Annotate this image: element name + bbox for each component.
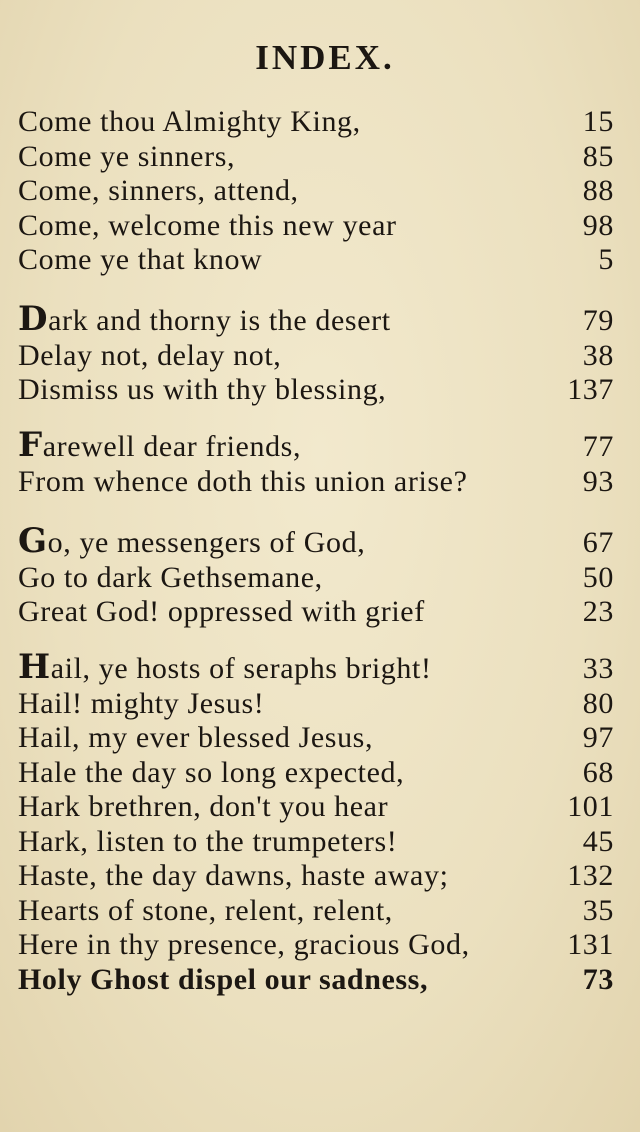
index-entry <box>18 371 614 406</box>
hymn-title <box>18 685 264 722</box>
page-number: 77 <box>582 430 614 463</box>
page-number: 137 <box>567 373 614 406</box>
drop-capital: G <box>18 524 48 561</box>
page-number: 38 <box>582 338 614 372</box>
hymn-title-text: Go to dark Gethsemane, <box>18 560 323 594</box>
index-entry <box>18 857 614 892</box>
index-group-d <box>18 302 614 406</box>
hymn-title <box>18 302 391 339</box>
hymn-title-text: Hail, my ever blessed Jesus, <box>18 721 374 754</box>
hymn-title-text: Hale the day so long expected, <box>18 755 405 789</box>
page-number: 80 <box>582 686 614 720</box>
index-group-c <box>18 103 614 276</box>
index-entry <box>18 754 614 789</box>
hymn-title-text: Dismiss us with thy blessing, <box>18 373 387 406</box>
hymn-title-text: From whence doth this union arise? <box>18 464 468 498</box>
page-number: 67 <box>582 526 614 559</box>
hymn-title <box>18 371 386 408</box>
index-entry <box>18 685 614 720</box>
hymn-title-text: Come, welcome this new year <box>18 208 397 242</box>
index-entry <box>18 559 614 594</box>
drop-capital: F <box>18 428 43 465</box>
page-number: 101 <box>567 790 614 823</box>
hymn-title-text: Holy Ghost dispel our sadness, <box>18 962 429 996</box>
page-title: INDEX. <box>255 38 395 77</box>
index-entry <box>18 463 614 498</box>
index-group-f <box>18 428 614 497</box>
hymn-title-text: Come ye that know <box>18 243 263 276</box>
hymn-title-text: Great God! oppressed with grief <box>18 595 425 628</box>
hymn-title-text: Here in thy presence, gracious God, <box>18 928 470 961</box>
hymn-title-text: Hark, listen to the trumpeters! <box>18 824 398 858</box>
hymn-title-text: Hearts of stone, relent, relent, <box>18 893 393 927</box>
index-group-g <box>18 524 614 628</box>
index-entry <box>18 961 614 996</box>
index-entry <box>18 428 614 463</box>
page-number: 68 <box>582 755 614 789</box>
hymn-title-text: Come thou Almighty King, <box>18 105 361 138</box>
hymn-title-text: Hail! mighty Jesus! <box>18 686 265 720</box>
index-entry <box>18 207 614 242</box>
hymn-title-text: Come ye sinners, <box>18 139 236 173</box>
page-number: 73 <box>582 962 614 996</box>
drop-capital: H <box>18 650 51 687</box>
hymn-title <box>18 719 373 756</box>
hymn-title-text: ark and thorny is the desert <box>48 304 391 337</box>
hymn-title <box>18 593 425 630</box>
page-number: 132 <box>567 859 614 892</box>
hymn-title <box>18 559 323 596</box>
index-entry <box>18 138 614 173</box>
hymn-title <box>18 857 449 894</box>
hymn-title <box>18 524 365 561</box>
hymn-title-text: ail, ye hosts of seraphs bright! <box>50 652 432 685</box>
index-entry <box>18 172 614 207</box>
page-number: 85 <box>582 139 614 173</box>
index-entry <box>18 926 614 961</box>
index-entry <box>18 524 614 559</box>
hymn-title <box>18 463 467 500</box>
hymn-title <box>18 788 388 825</box>
hymn-title-text: Haste, the day dawns, haste away; <box>18 859 449 892</box>
index-entry <box>18 593 614 628</box>
index-entry <box>18 719 614 754</box>
hymn-title <box>18 650 432 687</box>
index-entry <box>18 823 614 858</box>
hymn-title <box>18 428 301 465</box>
index-entry <box>18 103 614 138</box>
page-number: 98 <box>582 208 614 242</box>
page-number: 93 <box>582 464 614 498</box>
page-number: 5 <box>598 243 614 276</box>
page-number: 88 <box>582 174 614 207</box>
hymn-title-text: o, ye messengers of God, <box>47 526 366 559</box>
index-entry <box>18 892 614 927</box>
index-entry <box>18 337 614 372</box>
page-number: 97 <box>582 721 614 754</box>
page-number: 50 <box>582 560 614 594</box>
hymn-title <box>18 892 393 929</box>
hymn-title <box>18 823 397 860</box>
page-number: 45 <box>582 824 614 858</box>
hymn-title-text: arewell dear friends, <box>42 430 302 463</box>
hymn-title <box>18 241 262 278</box>
drop-capital: D <box>18 302 49 339</box>
page-number: 33 <box>582 652 614 685</box>
hymn-title <box>18 961 428 998</box>
index-entry <box>18 241 614 276</box>
hymn-title <box>18 138 235 175</box>
index-entry <box>18 302 614 337</box>
hymn-title <box>18 337 281 374</box>
hymn-title <box>18 926 470 963</box>
hymn-title <box>18 754 404 791</box>
hymn-title <box>18 103 361 140</box>
hymn-title-text: Hark brethren, don't you hear <box>18 790 389 823</box>
hymn-title-text: Delay not, delay not, <box>18 338 282 372</box>
hymn-title-text: Come, sinners, attend, <box>18 174 299 207</box>
index-entry <box>18 788 614 823</box>
index-group-h <box>18 650 614 995</box>
hymn-title <box>18 207 397 244</box>
page-number: 131 <box>567 928 614 961</box>
page-number: 15 <box>582 105 614 138</box>
hymn-title <box>18 172 299 209</box>
index-entry <box>18 650 614 685</box>
page-number: 23 <box>582 595 614 628</box>
page-number: 79 <box>582 304 614 337</box>
page-number: 35 <box>582 893 614 927</box>
